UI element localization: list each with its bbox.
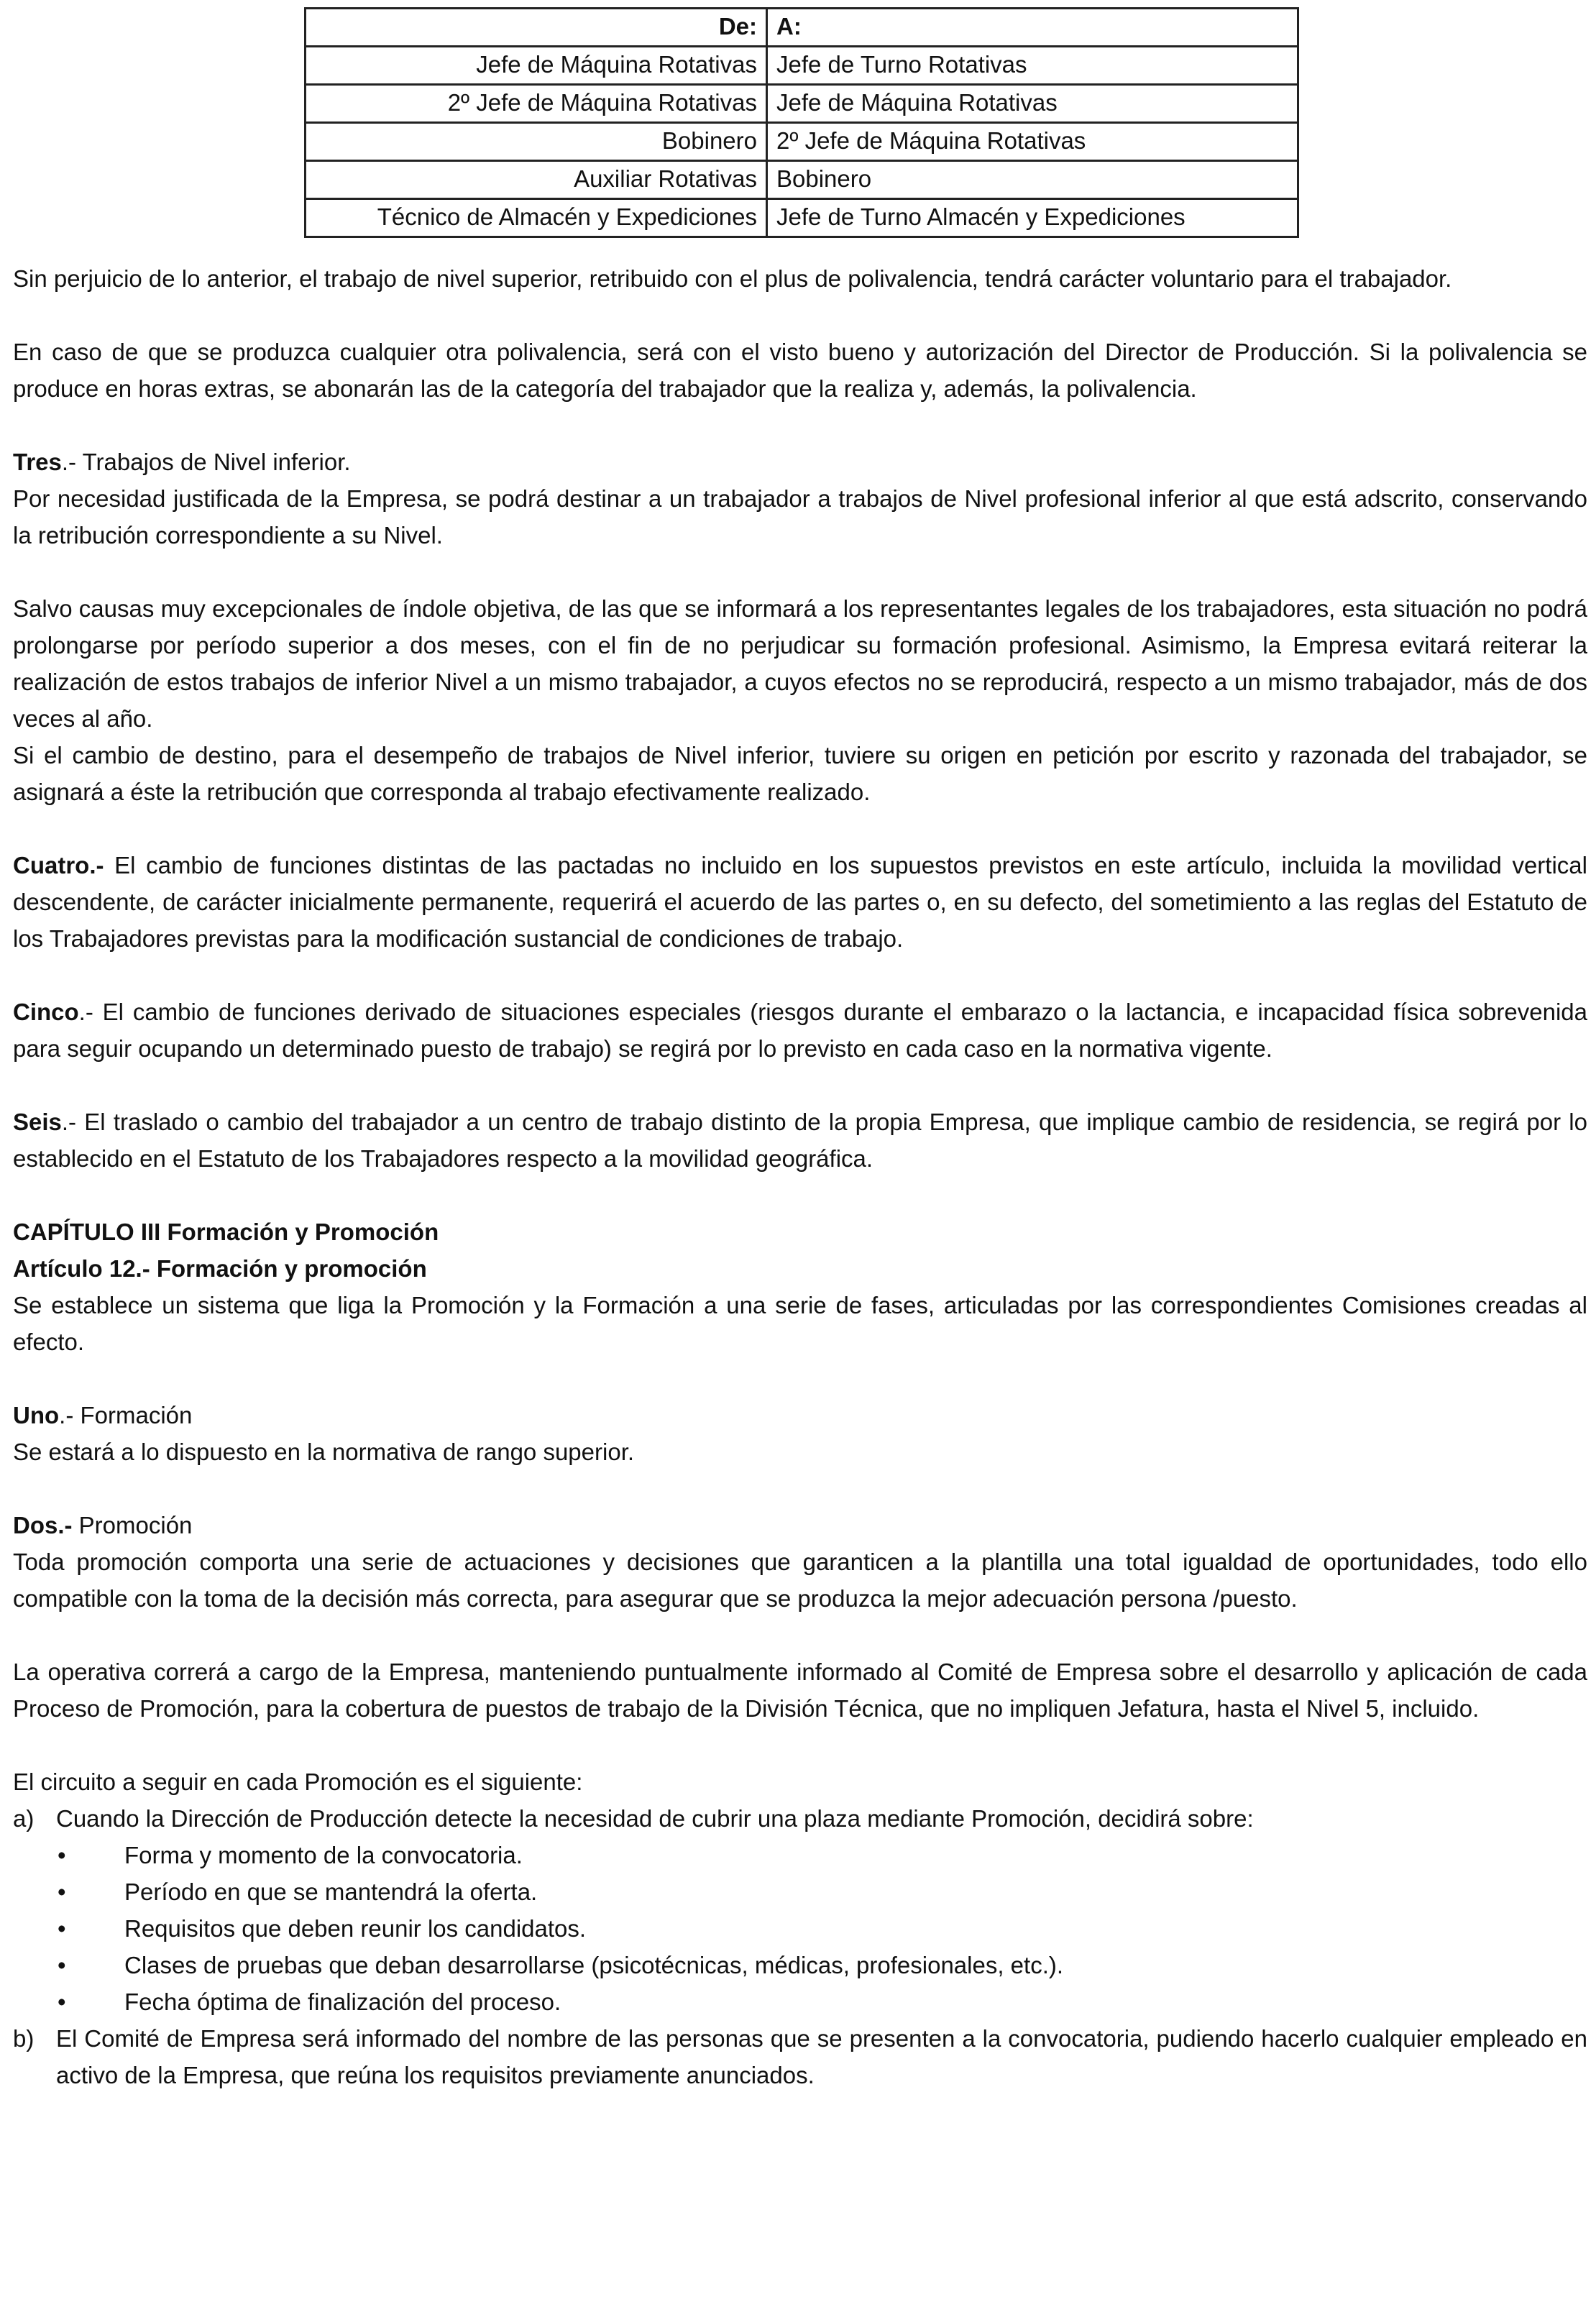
category-mapping-table: [304, 7, 1299, 238]
table-row: [306, 199, 1298, 237]
list-item-text: El Comité de Empresa será informado del nombre de las personas que se presenten a la convocatoria, pudiendo hacerlo cualquier empleado en activo de la Empresa, que reúna los requisitos previamente anunciados.: [56, 2025, 1587, 2088]
section-text: .- El cambio de funciones derivado de situaciones especiales (riesgos durante el embarazo o la lactancia, e incapacidad física sobrevenida para seguir ocupando un determinado puesto de trabajo) se regirá por lo previsto en cada caso en la normativa vigente.: [13, 999, 1587, 1062]
list-item-text: Cuando la Dirección de Producción detecte la necesidad de cubrir una plaza mediante Promoción, decidirá sobre:: [56, 1805, 1254, 1832]
bullet-text: Requisitos que deben reunir los candidatos.: [124, 1915, 587, 1942]
list-item: [56, 1947, 1587, 1983]
table-header-row: [306, 9, 1298, 47]
cell-from: Bobinero: [306, 123, 767, 161]
cell-from: 2º Jefe de Máquina Rotativas: [306, 85, 767, 123]
table-row: [306, 161, 1298, 199]
section-heading-text: .- Formación: [59, 1402, 193, 1428]
section-heading-text: .- Trabajos de Nivel inferior.: [61, 449, 351, 475]
bullet-icon: •: [58, 1842, 66, 1868]
list-item-b: [13, 2020, 1587, 2093]
paragraph-circuit: El circuito a seguir en cada Promoción es el siguiente:: [13, 1769, 583, 1795]
section-label: Cinco: [13, 999, 79, 1025]
document-body: [13, 260, 1587, 2093]
section-text: .- El traslado o cambio del trabajador a un centro de trabajo distinto de la propia Empresa, que implique cambio de residencia, se regirá por lo establecido en el Estatuto de los Trabajadores respecto a la movilidad geográfica.: [13, 1109, 1587, 1172]
cell-from: Técnico de Almacén y Expediciones: [306, 199, 767, 237]
section-label: Dos.-: [13, 1512, 73, 1538]
bullet-text: Fecha óptima de finalización del proceso.: [124, 1988, 561, 2015]
list-item-a: [13, 1800, 1587, 1837]
paragraph-operativa: La operativa correrá a cargo de la Empresa, manteniendo puntualmente informado al Comité de Empresa sobre el desarrollo y aplicación de cada Proceso de Promoción, para la cobertura de puestos de trabajo de la División Técnica, que no impliquen Jefatura, hasta el Nivel 5, incluido.: [13, 1659, 1587, 1722]
section-dos-heading: [13, 1507, 1587, 1543]
list-item: [56, 1910, 1587, 1947]
paragraph-voluntary: Sin perjuicio de lo anterior, el trabajo de nivel superior, retribuido con el plus de polivalencia, tendrá carácter voluntario para el trabajador.: [13, 265, 1452, 292]
chapter-title-text: CAPÍTULO III Formación y Promoción: [13, 1219, 439, 1245]
section-label: Uno: [13, 1402, 60, 1428]
section-cuatro: [13, 847, 1587, 957]
bullet-icon: •: [58, 1988, 66, 2015]
paragraph-system: Se establece un sistema que liga la Promoción y la Formación a una serie de fases, articuladas por las correspondientes Comisiones creadas al efecto.: [13, 1292, 1587, 1355]
table-row: [306, 123, 1298, 161]
article-title: [13, 1250, 1587, 1287]
cell-to: Jefe de Máquina Rotativas: [767, 85, 1298, 123]
section-label: Tres: [13, 449, 62, 475]
cell-to: 2º Jefe de Máquina Rotativas: [767, 123, 1298, 161]
section-seis: [13, 1104, 1587, 1177]
cell-to: Jefe de Turno Almacén y Expediciones: [767, 199, 1298, 237]
bullet-text: Clases de pruebas que deban desarrollarse (psicotécnicas, médicas, profesionales, etc.).: [124, 1952, 1064, 1978]
chapter-title: [13, 1214, 1587, 1250]
cell-to: Jefe de Turno Rotativas: [767, 47, 1298, 85]
section-label: Cuatro.-: [13, 852, 104, 879]
list-item: [56, 1983, 1587, 2020]
paragraph-change-destination: Si el cambio de destino, para el desempeño de trabajos de Nivel inferior, tuviere su origen en petición por escrito y razonada del trabajador, se asignará a éste la retribución que corresponda al trabajo efectivamente realizado.: [13, 742, 1587, 805]
section-tres-heading: [13, 444, 1587, 480]
cell-from: Jefe de Máquina Rotativas: [306, 47, 767, 85]
section-uno-heading: [13, 1397, 1587, 1433]
list-item-label: b): [13, 2025, 35, 2052]
section-tres-text: Por necesidad justificada de la Empresa, se podrá destinar a un trabajador a trabajos de Nivel profesional inferior al que está adscrito, conservando la retribución correspondiente a su Nivel.: [13, 485, 1587, 549]
section-dos-text: Toda promoción comporta una serie de actuaciones y decisiones que garanticen a la plantilla una total igualdad de oportunidades, todo ello compatible con la toma de la decisión más correcta, para asegurar que se produzca la mejor adecuación persona /puesto.: [13, 1549, 1587, 1612]
header-to: A:: [767, 9, 1298, 47]
cell-to: Bobinero: [767, 161, 1298, 199]
bullet-text: Forma y momento de la convocatoria.: [124, 1842, 523, 1868]
section-uno-text: Se estará a lo dispuesto en la normativa de rango superior.: [13, 1439, 635, 1465]
bullet-icon: •: [58, 1952, 66, 1978]
bullet-list: [13, 1837, 1587, 2020]
bullet-icon: •: [58, 1878, 66, 1905]
table-row: [306, 47, 1298, 85]
list-item: [56, 1873, 1587, 1910]
paragraph-other-polyvalence: En caso de que se produzca cualquier otra polivalencia, será con el visto bueno y autorización del Director de Producción. Si la polivalencia se produce en horas extras, se abonarán las de la categoría del trabajador que la realiza y, además, la polivalencia.: [13, 339, 1587, 402]
paragraph-exceptional-causes: Salvo causas muy excepcionales de índole objetiva, de las que se informará a los representantes legales de los trabajadores, esta situación no podrá prolongarse por período superior a dos meses, con el fin de no perjudicar su formación profesional. Asimismo, la Empresa evitará reiterar la realización de estos trabajos de inferior Nivel a un mismo trabajador, a cuyos efectos no se reproducirá, respecto a un mismo trabajador, más de dos veces al año.: [13, 595, 1587, 732]
section-cinco: [13, 994, 1587, 1067]
list-item-label: a): [13, 1805, 35, 1832]
cell-from: Auxiliar Rotativas: [306, 161, 767, 199]
table-row: [306, 85, 1298, 123]
article-title-text: Artículo 12.- Formación y promoción: [13, 1255, 427, 1282]
bullet-icon: •: [58, 1915, 66, 1942]
section-label: Seis: [13, 1109, 62, 1135]
list-item: [56, 1837, 1587, 1873]
section-text: El cambio de funciones distintas de las pactadas no incluido en los supuestos previstos en este artículo, incluida la movilidad vertical descendente, de carácter inicialmente permanente, requerirá el acuerdo de las partes o, en su defecto, del sometimiento a las reglas del Estatuto de los Trabajadores previstas para la modificación sustancial de condiciones de trabajo.: [13, 852, 1587, 952]
section-heading-text: Promoción: [72, 1512, 193, 1538]
bullet-text: Período en que se mantendrá la oferta.: [124, 1878, 538, 1905]
header-from: De:: [306, 9, 767, 47]
